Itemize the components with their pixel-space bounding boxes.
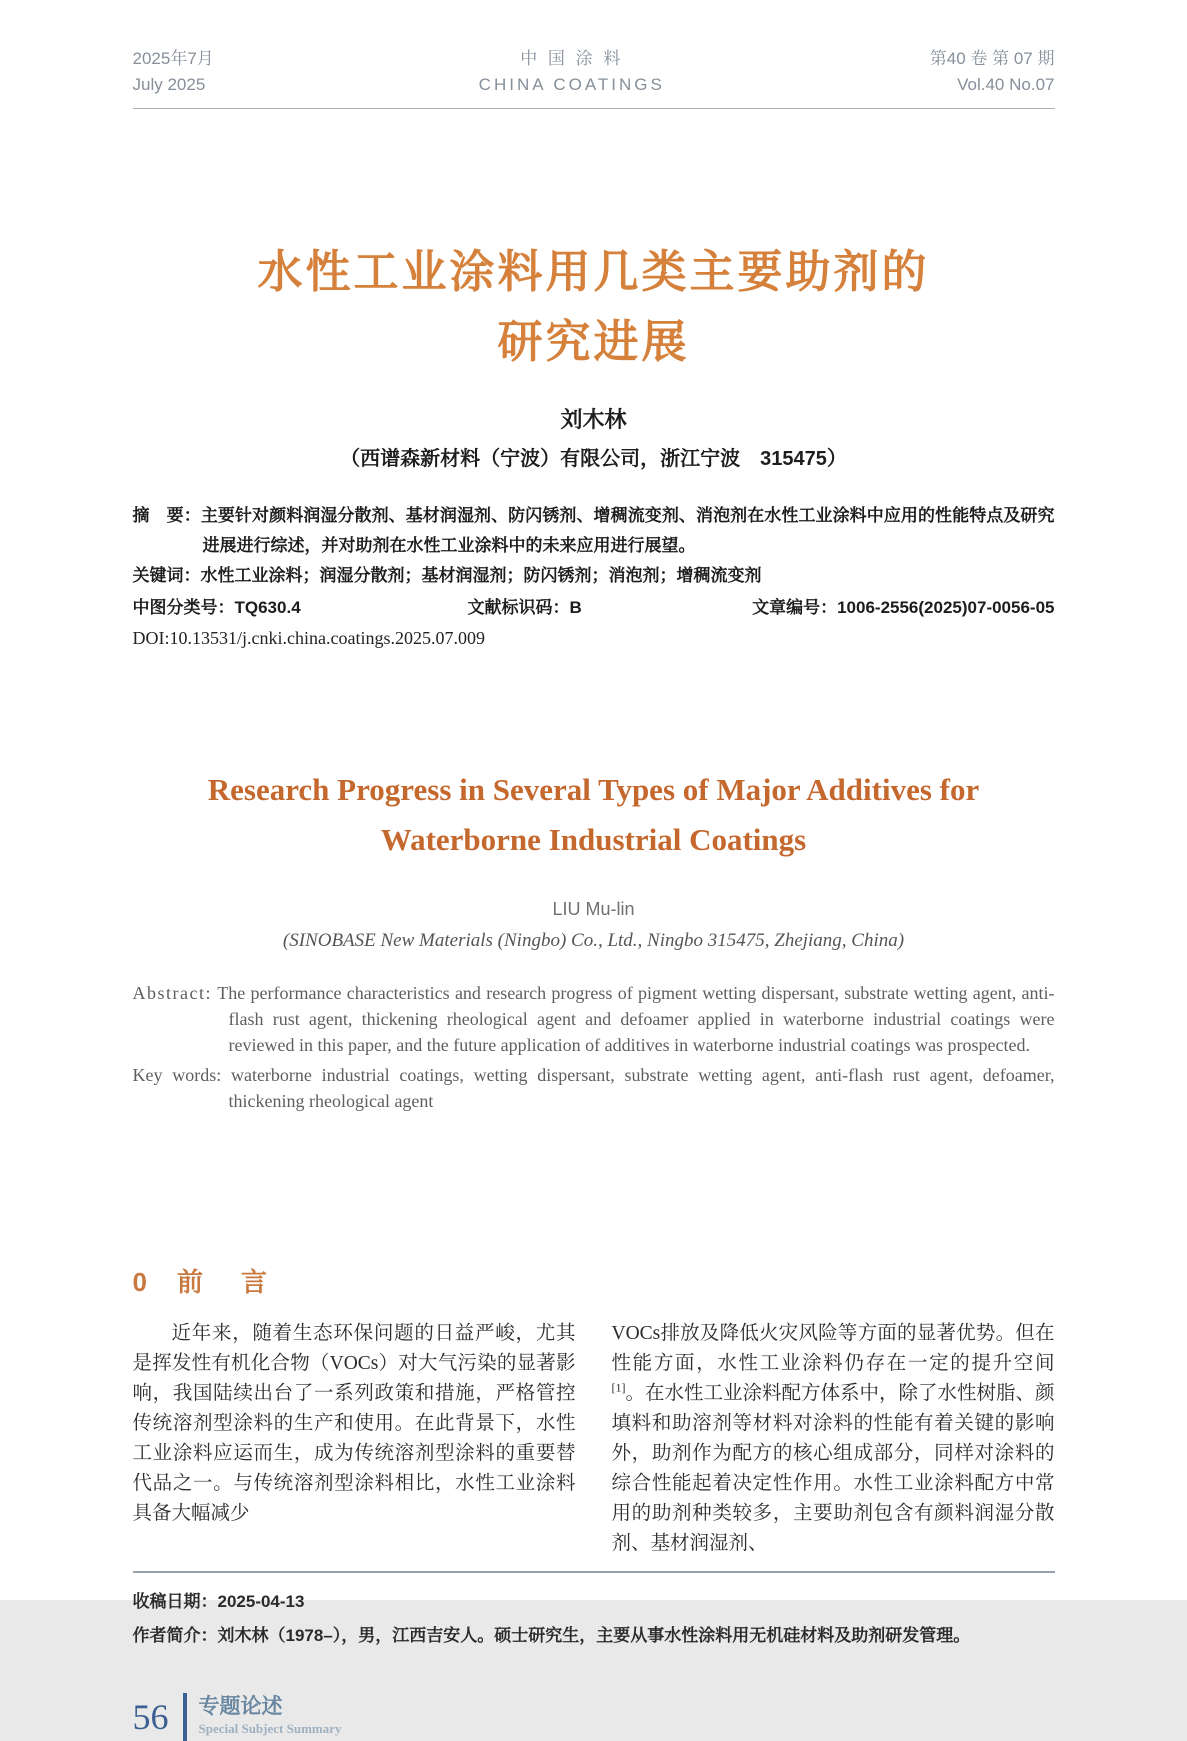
body-column-right <box>612 1319 1055 1559</box>
section-heading <box>133 1262 1055 1299</box>
author-cn: 刘木林 <box>560 407 627 432</box>
received-date-value: 2025-04-13 <box>217 1592 305 1611</box>
received-date-label: 收稿日期： <box>132 1592 218 1611</box>
header-journal-cn: 中 国 涂 料 <box>520 49 624 68</box>
article-title-en-line1: Research Progress in Several Types of Major Additives for <box>207 772 980 807</box>
article-id <box>752 593 1054 623</box>
abstract-cn <box>133 501 1055 561</box>
journal-header <box>133 46 1055 109</box>
affiliation-cn: （西谱森新材料（宁波）有限公司，浙江宁波 315475） <box>340 448 847 470</box>
keywords-cn-text: 水性工业涂料；润湿分散剂；基材润湿剂；防闪锈剂；消泡剂；增稠流变剂 <box>200 566 762 585</box>
abstract-en-text: The performance characteristics and research progress of pigment wetting dispersant, substrate wetting agent, anti-flash rust agent, thickening rheological agent and defoamer applied in waterborne industrial coatings were reviewed in this paper, and the future application of additives in waterborne industrial coatings was prospected. <box>217 983 1055 1055</box>
document-code <box>468 593 753 623</box>
section-title: 前 言 <box>176 1267 273 1297</box>
keywords-en-label: Key words: <box>132 1065 222 1085</box>
header-date <box>133 46 214 98</box>
author-bio-label: 作者简介： <box>132 1626 218 1645</box>
abstract-cn-text: 主要针对颜料润湿分散剂、基材润湿剂、防闪锈剂、增稠流变剂、消泡剂在水性工业涂料中应用的性能特点及研究进展进行综述，并对助剂在水性工业涂料中的未来应用进行展望。 <box>200 506 1055 555</box>
page-number: 56 <box>132 1697 169 1737</box>
section-number: 0 <box>132 1267 147 1297</box>
footer-column-en: Special Subject Summary <box>198 1721 342 1736</box>
affiliation-en: (SINOBASE New Materials (Ningbo) Co., Ltd., Ningbo 315475, Zhejiang, China) <box>282 930 905 951</box>
received-date <box>133 1585 1055 1619</box>
header-date-cn: 2025年7月 <box>132 49 214 68</box>
keywords-cn <box>133 561 1055 591</box>
classification-row <box>133 593 1055 623</box>
keywords-en <box>133 1062 1055 1114</box>
article-title-cn <box>133 237 1055 377</box>
header-issue-cn: 第40 卷 第 07 期 <box>929 49 1055 68</box>
article-title-en <box>133 765 1055 865</box>
body-column-left <box>133 1319 576 1559</box>
header-journal-name <box>479 46 665 98</box>
article-id-value: 1006-2556(2025)07-0056-05 <box>837 598 1055 617</box>
paragraph-right-part2: 。在水性工业涂料配方体系中，除了水性树脂、颜填料和助溶剂等材料对涂料的性能有着关键的影响外，助剂作为配方的核心组成部分，同样对涂料的综合性能起着决定性作用。水性工业涂料配方中常用的助剂种类较多，主要助剂包含有颜料润湿分散剂、基材润湿剂、 <box>611 1383 1055 1554</box>
clc-value: TQ630.4 <box>234 598 301 617</box>
paragraph-left: 近年来，随着生态环保问题的日益严峻，尤其是挥发性有机化合物（VOCs）对大气污染的显著影响，我国陆续出台了一系列政策和措施，严格管控传统溶剂型涂料的生产和使用。在此背景下，水性工业涂料应运而生，成为传统溶剂型涂料的重要替代品之一。与传统溶剂型涂料相比，水性工业涂料具备大幅减少 <box>132 1323 576 1524</box>
document-code-label: 文献标识码： <box>467 598 570 617</box>
page-content <box>133 0 1055 1741</box>
citation-ref-1: [1] <box>611 1380 626 1395</box>
clc-label: 中图分类号： <box>132 598 235 617</box>
page-footer <box>133 1693 1055 1741</box>
body-columns <box>133 1319 1055 1559</box>
header-journal-en: CHINA COATINGS <box>478 75 665 94</box>
doi: DOI:10.13531/j.cnki.china.coatings.2025.07.009 <box>132 628 485 648</box>
english-meta-block <box>133 980 1055 1114</box>
header-issue <box>930 46 1055 98</box>
clc-number <box>133 593 468 623</box>
article-title-cn-line2: 研究进展 <box>497 316 690 367</box>
header-date-en: July 2025 <box>132 75 206 94</box>
article-id-label: 文章编号： <box>752 598 838 617</box>
footnote-block <box>133 1571 1055 1653</box>
article-title-cn-line1: 水性工业涂料用几类主要助剂的 <box>257 246 930 297</box>
chinese-meta-block <box>133 501 1055 653</box>
paragraph-right-part1: VOCs排放及降低火灾风险等方面的显著优势。但在性能方面，水性工业涂料仍存在一定的提升空间 <box>611 1323 1055 1374</box>
footer-column-block <box>199 1695 342 1739</box>
keywords-en-text: waterborne industrial coatings, wetting dispersant, substrate wetting agent, anti-flash rust agent, defoamer, thickening rheological agent <box>228 1065 1055 1111</box>
keywords-cn-label: 关键词： <box>132 566 201 585</box>
document-code-value: B <box>569 598 582 617</box>
footer-divider-bar <box>183 1693 187 1741</box>
abstract-en-label: Abstract: <box>132 983 212 1003</box>
article-title-en-line2: Waterborne Industrial Coatings <box>380 822 807 857</box>
header-issue-en: Vol.40 No.07 <box>957 75 1055 94</box>
author-bio <box>133 1619 1055 1653</box>
author-en: LIU Mu-lin <box>552 899 635 919</box>
abstract-cn-label: 摘 要： <box>132 506 201 525</box>
abstract-en <box>133 980 1055 1058</box>
footer-column-cn: 专题论述 <box>198 1695 283 1718</box>
author-bio-value: 刘木林（1978–），男，江西吉安人。硕士研究生，主要从事水性涂料用无机硅材料及助剂研发管理。 <box>217 1626 971 1645</box>
paragraph-right <box>612 1319 1055 1559</box>
